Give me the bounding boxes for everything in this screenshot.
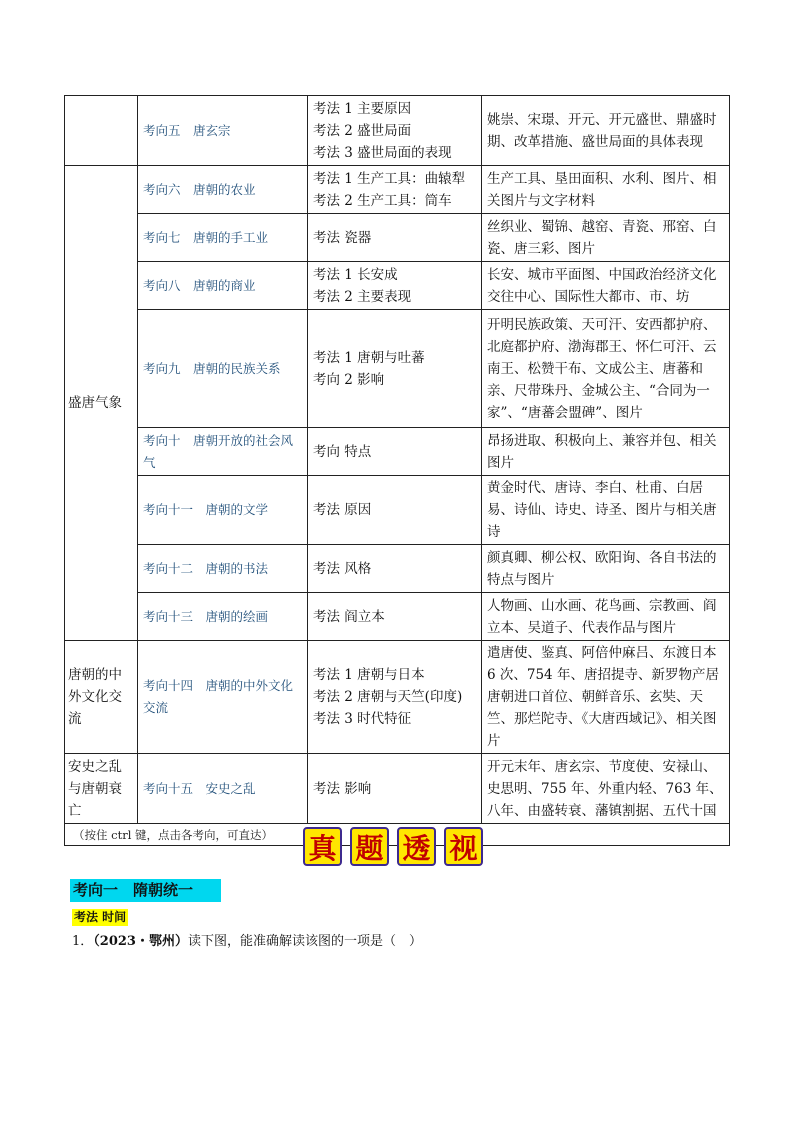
table-row	[65, 545, 730, 593]
points-cell: 姚崇、宋璟、开元、开元盛世、鼎盛时期、改革措施、盛世局面的具体表现	[482, 96, 730, 166]
question-source: （2023・鄂州）	[93, 934, 188, 949]
points-cell: 生产工具、垦田面积、水利、图片、相关图片与文字材料	[482, 166, 730, 214]
method-line: 考法 3 盛世局面的表现	[313, 144, 452, 161]
direction-link[interactable]: 考向十三 唐朝的绘画	[138, 593, 308, 641]
method-line: 考向 特点	[313, 443, 372, 460]
method-line: 考法 原因	[313, 502, 372, 518]
table-row	[65, 641, 730, 754]
points-cell: 长安、城市平面图、中国政治经济文化交往中心、国际性大都市、市、坊	[482, 262, 730, 310]
points-cell: 开明民族政策、天可汗、安西都护府、北庭都护府、渤海郡王、怀仁可汗、云南王、松赞干布、文成公主、唐蕃和亲、尺带珠丹、金城公主、“合同为一家”、“唐蕃会盟碑”、图片	[482, 310, 730, 428]
method-line: 考向 2 影响	[313, 371, 385, 388]
points-cell: 黄金时代、唐诗、李白、杜甫、白居易、诗仙、诗史、诗圣、图片与相关唐诗	[482, 476, 730, 545]
method-line: 考法 瓷器	[313, 229, 372, 246]
points-cell: 人物画、山水画、花鸟画、宗教画、阎立本、吴道子、代表作品与图片	[482, 593, 730, 641]
table-row	[65, 476, 730, 545]
method-line: 考法 风格	[313, 560, 372, 577]
table-row	[65, 214, 730, 262]
table-row	[65, 166, 730, 214]
table-row	[65, 754, 730, 824]
direction-link[interactable]: 考向十二 唐朝的书法	[138, 545, 308, 593]
direction-link[interactable]: 考向十四 唐朝的中外文化交流	[138, 641, 308, 754]
method-cell	[308, 262, 482, 310]
banner-zhenti-toushi	[303, 827, 483, 866]
method-line: 考法 2 主要表现	[313, 288, 412, 305]
direction-link[interactable]: 考向五 唐玄宗	[138, 96, 308, 166]
banner-tile: 视	[444, 827, 483, 866]
category-cell	[65, 96, 138, 166]
method-cell	[308, 166, 482, 214]
direction-link[interactable]: 考向七 唐朝的手工业	[138, 214, 308, 262]
method-line: 考法 1 唐朝与吐蕃	[313, 349, 425, 366]
points-cell: 遣唐使、鉴真、阿倍仲麻吕、东渡日本 6 次、754 年、唐招提寺、新罗物产居唐朝进口首位、朝鲜音乐、玄奘、天竺、那烂陀寺、《大唐西域记》、相关图片	[482, 641, 730, 754]
table-row	[65, 262, 730, 310]
method-line: 考法 1 唐朝与日本	[313, 667, 425, 683]
method-cell	[308, 214, 482, 262]
method-cell	[308, 476, 482, 545]
table-row	[65, 310, 730, 428]
points-cell: 开元末年、唐玄宗、节度使、安禄山、史思明、755 年、外重内轻、763 年、八年、由盛转衰、藩镇割据、五代十国	[482, 754, 730, 824]
banner-tile: 题	[350, 827, 389, 866]
method-cell	[308, 96, 482, 166]
banner-tile: 真	[303, 827, 342, 866]
direction-link[interactable]: 考向九 唐朝的民族关系	[138, 310, 308, 428]
review-table	[64, 95, 730, 846]
method-cell	[308, 428, 482, 476]
direction-link[interactable]: 考向十一 唐朝的文学	[138, 476, 308, 545]
category-cell: 安史之乱与唐朝衰亡	[65, 754, 138, 824]
method-line: 考法 2 生产工具：筒车	[313, 192, 452, 209]
method-cell	[308, 310, 482, 428]
method-label: 考法 时间	[74, 910, 127, 924]
points-cell: 丝织业、蜀锦、越窑、青瓷、邢窑、白瓷、唐三彩、图片	[482, 214, 730, 262]
method-cell	[308, 641, 482, 754]
table-row	[65, 428, 730, 476]
table-row	[65, 593, 730, 641]
direction-link[interactable]: 考向八 唐朝的商业	[138, 262, 308, 310]
table-note: （按住 ctrl 键，点击各考向，可直达）	[65, 824, 730, 846]
method-line: 考法 1 生产工具：曲辕犁	[313, 170, 466, 187]
direction-link[interactable]: 考向十 唐朝开放的社会风气	[138, 428, 308, 476]
category-cell: 盛唐气象	[65, 166, 138, 641]
method-cell	[308, 754, 482, 824]
direction-link[interactable]: 考向十五 安史之乱	[138, 754, 308, 824]
method-line: 考法 阎立本	[313, 608, 385, 625]
direction-link[interactable]: 考向六 唐朝的农业	[138, 166, 308, 214]
question-text: 读下图，能准确解读该图的一项是（ ）	[187, 934, 422, 949]
question-number: 1．	[72, 934, 94, 949]
method-cell	[308, 593, 482, 641]
table-row	[65, 96, 730, 166]
question-1	[72, 933, 422, 951]
method-line: 考法 1 长安成	[313, 266, 398, 283]
method-line: 考法 影响	[313, 780, 372, 797]
category-cell: 唐朝的中外文化交流	[65, 641, 138, 754]
method-line: 考法 2 唐朝与天竺(印度)	[313, 689, 463, 705]
banner-tile: 透	[397, 827, 436, 866]
method-line: 考法 2 盛世局面	[313, 122, 412, 139]
points-cell: 颜真卿、柳公权、欧阳询、各自书法的特点与图片	[482, 545, 730, 593]
method-line: 考法 3 时代特征	[313, 711, 412, 727]
method-cell	[308, 545, 482, 593]
points-cell: 昂扬进取、积极向上、兼容并包、相关图片	[482, 428, 730, 476]
section-heading: 考向一 隋朝统一	[70, 879, 221, 902]
method-line: 考法 1 主要原因	[313, 100, 412, 117]
